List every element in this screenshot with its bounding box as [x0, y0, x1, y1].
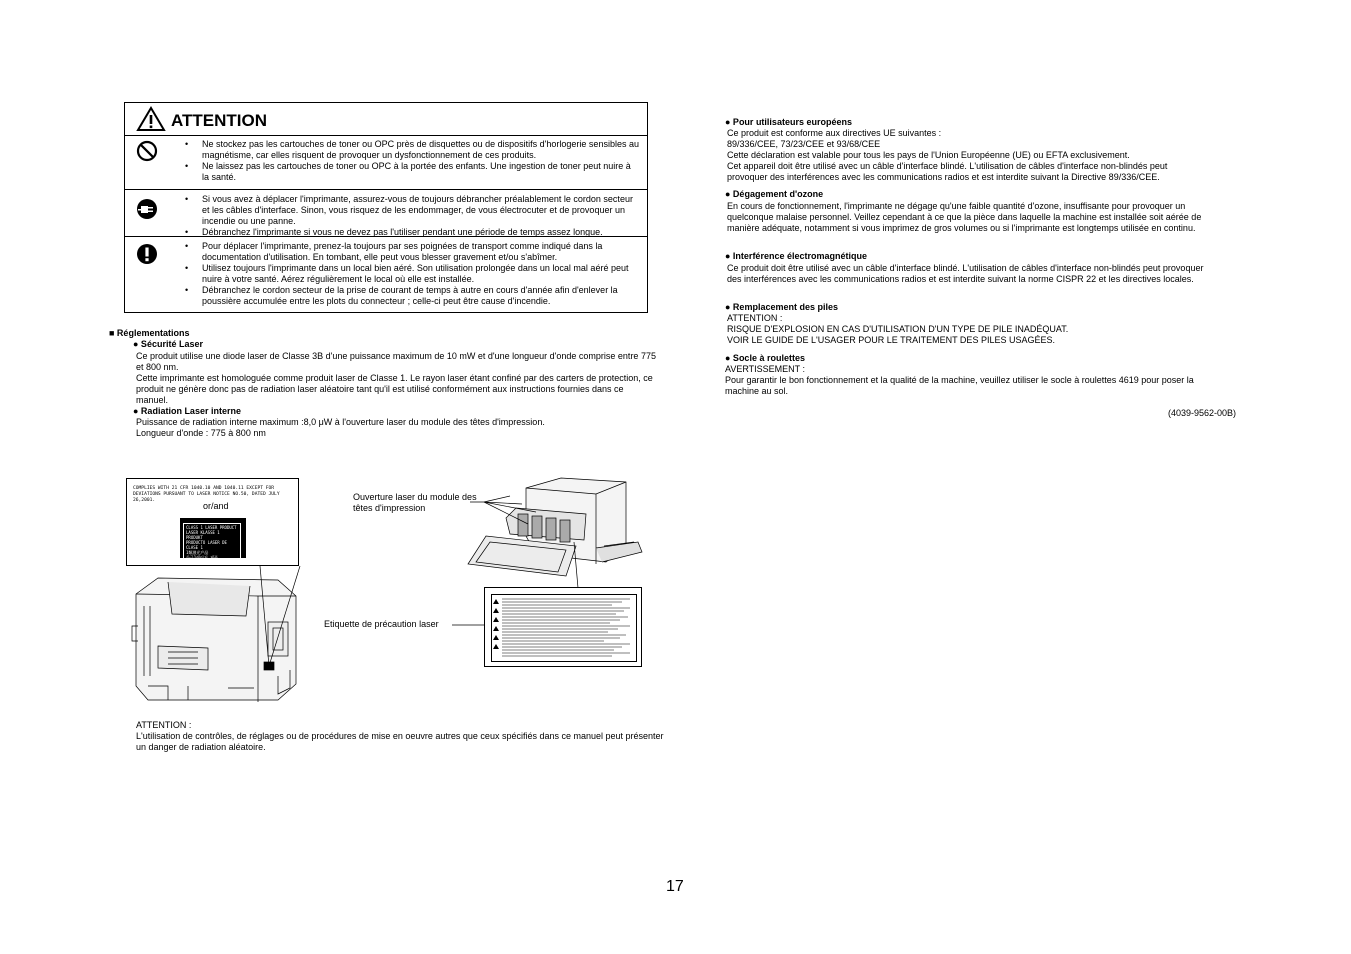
internal-radiation-text [136, 417, 656, 439]
paragraph: Ce produit est conforme aux directives UE suivantes : [727, 128, 942, 138]
paragraph: VOIR LE GUIDE DE L'USAGER POUR LE TRAITEMENT DES PILES USAGÉES. [727, 335, 1055, 345]
prohibition-icon [136, 140, 158, 162]
ozone-text: En cours de fonctionnement, l'imprimante ne dégage qu'une faible quantité d'ozone, insuffisante pour provoquer un quelconque malaise personnel. Veillez cependant à ce que la pièce dans laquelle la machine est installée soit aérée de manière adéquate, notamment si vous imprimez de gros volumes ou si l'imprimante est longtemps utilisée en continu. [727, 201, 1202, 233]
caster-stand-text [725, 364, 1230, 397]
class1-laser-label [180, 518, 246, 558]
exclamation-icon [136, 243, 158, 265]
class1-line: 1類激光产品 [186, 550, 209, 555]
attention-row-handling [125, 237, 647, 312]
regulations-heading: ■ Réglementations [109, 328, 190, 338]
paragraph: Pour garantir le bon fonctionnement et la qualité de la machine, veuillez utiliser le socle à roulettes 4619 pour poser la machine au sol. [725, 375, 1194, 396]
attention-list-unplug [185, 194, 640, 238]
attention-header [125, 103, 647, 136]
printer-rear-illustration [128, 566, 303, 714]
list-item: • Pour déplacer l'imprimante, prenez-la toujours par ses poignées de transport comme indiqué dans la documentation d'utilisation. En tombant, elle peut vous blesser gravement et/ou s'abîmer. [185, 241, 640, 263]
compliance-label-text: COMPLIES WITH 21 CFR 1040.10 AND 1040.11 EXCEPT FOR DEVIATIONS PURSUANT TO LASER NOTICE NO.50, DATED JULY 26,2001. [133, 486, 280, 503]
laser-warning-label [484, 587, 642, 667]
attention-list-handling [185, 241, 640, 307]
list-item: • Débranchez l'imprimante si vous ne devez pas l'utiliser pendant une période de temps assez longue. [185, 227, 640, 238]
laser-warning-label-body [491, 594, 637, 662]
attention-row-storage [125, 135, 647, 190]
class1-line: 등급1레이저 제품 [186, 555, 218, 560]
bottom-attention-note [136, 720, 666, 753]
attention-box [124, 102, 648, 313]
laser-aperture-callout: Ouverture laser du module des têtes d'impression [353, 492, 477, 513]
battery-text [727, 313, 1232, 346]
list-item: • Débranchez le cordon secteur de la prise de courant de temps à autre en cours d'année afin d'enlever la poussière accumulée entre les plots du connecteur ; celle-ci peut être cause d'incendie. [185, 285, 640, 307]
internal-radiation-heading: ● Radiation Laser interne [133, 406, 241, 416]
class1-line: LASER KLASSE 1 PRODUKT [186, 530, 220, 540]
european-users-text [727, 128, 1207, 183]
or-and-text: or/and [203, 501, 229, 511]
paragraph: Cette déclaration est valable pour tous les pays de l'Union Européenne (UE) ou EFTA exclusivement. [727, 150, 1130, 160]
list-item: • Ne laissez pas les cartouches de toner ou OPC à la portée des enfants. Une ingestion de toner peut nuire à la santé. [185, 161, 640, 183]
paragraph: Longueur d'onde : 775 à 800 nm [136, 428, 266, 438]
compliance-label [126, 478, 299, 566]
unplug-icon [136, 198, 158, 220]
attention-row-unplug [125, 190, 647, 237]
page-number: 17 [666, 878, 684, 895]
ozone-heading: ● Dégagement d'ozone [725, 189, 824, 199]
caster-stand-heading: ● Socle à roulettes [725, 353, 805, 363]
laser-safety-heading: ● Sécurité Laser [133, 339, 203, 349]
attention-title: ATTENTION [171, 111, 268, 130]
paragraph: Cet appareil doit être utilisé avec un câble d'interface blindé. L'utilisation de câbles d'interface non-blindés peut provoquer des interférences avec les communications radios et est interdite suivant la Directive 89/336/CEE. [727, 161, 1168, 182]
list-item: • Ne stockez pas les cartouches de toner ou OPC près de disquettes ou de dispositifs d'horlogerie sensibles au magnétisme, car elles risquent de provoquer un dysfonctionnement de ces produits. [185, 139, 640, 161]
european-users-heading: ● Pour utilisateurs européens [725, 117, 852, 127]
list-item: • Si vous avez à déplacer l'imprimante, assurez-vous de toujours débrancher préalablement le cordon secteur et les câbles d'interface. Sinon, vous risquez de les endommager, de vous électrocuter et de provoquer un incendie ou une panne. [185, 194, 640, 227]
laser-warning-label-callout: Etiquette de précaution laser [324, 619, 439, 629]
paragraph: RISQUE D'EXPLOSION EN CAS D'UTILISATION D'UN TYPE DE PILE INADÉQUAT. [727, 324, 1069, 334]
class1-line: PRODUCTO LASER DE CLASE 1 [186, 540, 227, 550]
attention-list-storage [185, 139, 640, 183]
bottom-attention-text: L'utilisation de contrôles, de réglages ou de procédures de mise en oeuvre autres que ceux spécifiés dans ce manuel peut présenter un danger de radiation aléatoire. [136, 731, 664, 752]
paragraph: AVERTISSEMENT : [725, 364, 806, 374]
paragraph: 89/336/CEE, 73/23/CEE et 93/68/CEE [727, 139, 881, 149]
battery-heading: ● Remplacement des piles [725, 302, 838, 312]
list-item: • Utilisez toujours l'imprimante dans un local bien aéré. Son utilisation prolongée dans un local mal aéré peut nuire à votre santé. Aérez régulièrement le local où elle est installée. [185, 263, 640, 285]
paragraph: Ce produit utilise une diode laser de Classe 3B d'une puissance maximum de 10 mW et d'une longueur d'onde comprise entre 775 et 800 nm. [136, 351, 656, 372]
paragraph: Cette imprimante est homologuée comme produit laser de Classe 1. Le rayon laser étant confiné par des carters de protection, ce produit ne génère donc pas de radiation laser aléatoire tant qu'il est utilisé conformément aux instructions fournies dans ce manuel. [136, 373, 653, 405]
callout-leader-lines [470, 494, 540, 534]
emi-text: Ce produit doit être utilisé avec un câble d'interface blindé. L'utilisation de câbles d'interface non-blindés peut provoquer des interférences avec les communications radios et est interdite suivant la norme CISPR 22 et les directives locales. [727, 263, 1204, 284]
warning-label-text-lines [492, 595, 636, 661]
emi-heading: ● Interférence électromagnétique [725, 251, 867, 261]
laser-safety-text [136, 351, 656, 406]
paragraph: ATTENTION : [727, 313, 783, 323]
bottom-attention-title: ATTENTION : [136, 720, 192, 730]
label-leader-line [452, 622, 484, 628]
paragraph: Puissance de radiation interne maximum :8,0 μW à l'ouverture laser du module des têtes d'impression. [136, 417, 545, 427]
document-reference: (4039-9562-00B) [1168, 408, 1237, 418]
warning-triangle-icon [136, 106, 166, 132]
class1-line: CLASS 1 LASER PRODUCT [186, 525, 237, 530]
